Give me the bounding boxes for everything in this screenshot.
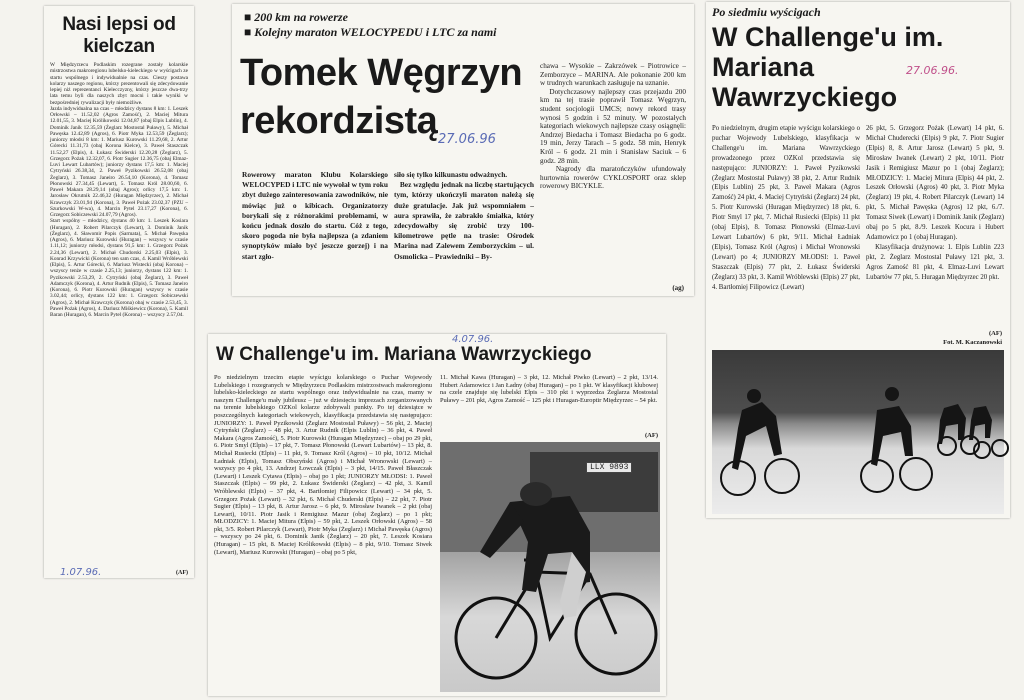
clipping-column-3: chawa – Wysokie – Zakrzówek – Piotrowice – Zemborzyce – MARINA. Ale pokonanie 200 km w trudnych warunkach zasługuje na uznanie. Dotychczasowy najlepszy czas przejazdu 200 km na tej trasie poprawił Tomasz Węgrzyn, student socjologii UMCS; nowy rekord trasy wynosi 5 godzin i 52 minuty. W pozostałych kategoriach wiekowych najlepsze czasy osiągnęli: Andrzej Biedacha i Tomasz Biedacha po 6 godz. 19 min, Jerzy Tarach – 5 godz. 58 min, Henryk Król – 6 godz. 21 min i Stanisław Saciuk – 6 godz. 28 min. Nagrody dla maratończyków ufundowały hurtownia rowerów CYKLOSPORT oraz sklep rowerowy BICYKLE. [540, 62, 687, 191]
cyclists-illustration [712, 350, 1004, 514]
bullet-icon: ■ [244, 10, 255, 24]
date-note: 27.06.96 [438, 132, 496, 147]
kicker-line-2: ■ Kolejny maraton WELOCYPEDU i LTC za nami [244, 25, 497, 39]
clipping-headline: W Challenge'u im. Mariana Wawrzyckiego [216, 344, 592, 365]
clipping-tomek-wegrzyn [232, 4, 694, 296]
clipping-headline-line-1: Tomek Węgrzyn [240, 52, 523, 94]
clipping-column-2: 26 pkt, 5. Grzegorz Pożak (Lewart) 14 pkt, 6. Michał Chuderecki (Elpis) 9 pkt, 7. Piotr Sugier (Elpis) 8, 8. Artur Jarosz (Lewart) 5 pkt, 9. Mirosław Iwanek (Lewart) 2 pkt, 10/11. Piotr Jasik i Remigiusz Mazur po 1 (obaj Żeglarz); MŁODZICY: 1. Maciej Mitura (Elpis) 44 pkt, 2. Leszek Orłowski (Agros) 40 pkt, 3. Piotr Myka (Żeglarz) 19 pkt, 4. Robert Pilarczyk (Lewart) 14 pkt, 5. Michał Pawęska (Agros) 12 pkt, 6./7. Tomasz Siwek (Lewart) i Dominik Janik (Żeglarz) obaj po 5 pkt, 8./9. Leszek Kocura i Hubert Adamowicz po 1 (obaj Huragan). Klasyfikacja drużynowa: 1. Elpis Lublin 223 pkt, 2. Żeglarz Mostostal Puławy 121 pkt, 3. Agros Zamość 81 pkt, 4. Elmaz-Luvi Lewart Lubartów 77 pkt, 5. Huragan Międzyrzec 20 pkt. [866, 125, 1004, 281]
clipping-headline-line-2: rekordzistą [240, 100, 438, 142]
cyclist-photo [440, 442, 660, 692]
clipping-credit: (AF) [176, 570, 188, 576]
clipping-challenge [208, 334, 666, 696]
cyclists-photo [712, 350, 1004, 514]
clipping-headline: Nasi lepsi od kielczan [62, 14, 176, 57]
clipping-credit: (AF) [989, 330, 1002, 337]
clipping-column-1: Po niedzielnym, drugim etapie wyścigu kolarskiego o puchar Wojewody Lubelskiego, klasyfikacja w Challenge'u im. Mariana Wawrzyckiego prowadzonego przez OZKol przedstawia się następująco: JUNIORZY: 1. Paweł Pyzikowski (Żeglarz Mostostal Puławy) 38 pkt, 2. Artur Rudnik (Elpis Lublin) 25 pkt, 3. Paweł Makara (Agros Zamość) 24 pkt, 4. Maciej Cytryński (Żeglarz) 24 pkt, 5. Piotr Kurowski (Huragan Międzyrzec) 18 pkt, 6. Piotr Smyl 17 pkt, 7. Michał Rusiecki (Elpis) 11 pkt (obaj Elpis), 8. Tomasz Płonowski (Elmaz-Luvi Lewart Lubartów) 6 pkt, 9/11. Michał Ładniak (Elpis), Tomasz Król (Agros) i Michał Wronowski (Lewart) po 4; JUNIORZY MŁODSI: 1. Paweł Staszczak (Elpis) 77 pkt, 2. Łukasz Świderski (Żeglarz) 33 pkt, 3. Kamil Wróblewski (Elpis) 27 pkt, 4. Bartłomiej Filipowicz (Lewart) [712, 125, 862, 291]
clipping-credit: (ag) [672, 284, 684, 292]
clipping-nasi-lepsi [44, 6, 194, 578]
clipping-body: W Międzyrzecu Podlaskim rozegrane zostały kolarskie mistrzostwa makroregionu lubelsko-kieleckiego w wyścigach ze startu wspólnego i indywidualnie na czas. Cieszy postawa kolarzy naszego regionu, którzy prezentowali się zdecydowanie lepiej niż reprezentanci Kielecczyzny, którzy jeszcze dwa-trzy lata temu byli dla naszych zbyt mocni i takie wyniki w bezpośredniej rywalizacji były niemożliwe. Jazda indywidualna na czas – młodzicy dystans 8 km: 1. Leszek Orłowski – 11.52,02 (Agros Zamość), 2. Maciej Mitura 12.01,55, 3. Maciej Królikowski 12.04,87 (obaj Elpis Lublin), 4. Dominik Janik 12.35,59 (Żeglarz Mostostal Puławy), 5. Michał Pawęska 12.42,89 (Agros), 6. Piotr Myka 12.53,59 (Żeglarz); juniorzy młodsi 8 km: 1. Mariusz Kurowski 11.29,68, 2. Artur Górecki 11.31,73 (obaj Korona Kielce), 3. Paweł Staszczak 11.52,27 (Elpis), 4. Łukasz Świderski 12.20,28 (Żeglarz), 5. Grzegorz Pożak 12.32,07, 6. Piotr Sugier 12.36,75 (obaj Elmaz-Luvi Lewart Lubartów); juniorzy dystans 17,5 km: 1. Maciej Cytryński 26.38,34, 2. Paweł Pyzikowski 26.52,08 (obaj Żeglarz), 3. Tomasz Janeiro 26.54,10 (Korona), 4. Tomasz Płonowski 27.34,45 (Lewart), 5. Tomasz Król 28.00,60, 6. Paweł Makara 28.29,14 (obaj Agros); orlicy 17,5 km: 1. Jarosław Okrutnik 22.46,32 (Huragan Międzyrzec), 2. Michał Krawczyk 23.01,94 (Korona), 3. Paweł Pożak 23.02,37 (PZU – Szurkowski W-wa), 4. Marcin Pytel 23.17,27 (Korona), 6. Grzegorz Sobiczewski 24.07,79 (Agros). Start wspólny – młodzicy, dystans 40 km: 1. Leszek Kosiara (Huragan), 2. Robert Pilarczyk (Lewart), 3. Dominik Janik (Żeglarz), 4. Sławomir Popis (Sarmata), 5. Michał Pawęska (Agros), 6. Mariusz Kurowski (Huragan) – wszyscy w czasie 1.11,12; juniorzy młodsi, dystans 91,5 km: 1. Grzegorz Pożak 2.24,36 (Lewart), 2. Michał Chudorski 2.25,03 (Elpis), 3. Konrad Krzywicki (Korona) ten sam czas, 4. Kamil Wróblewski (Elpis), 5. Artur Górecki, 6. Mariusz Wistecki (obaj Korona) – wszyscy tenże w czasie 2.25,13; juniorzy, dystans 122 km: 1. Pyzikowski 2.53,29, 2. Cytryński (obaj Żeglarz), 3. Paweł Adamczyk (Korona), 4. Artur Rudnik (Elpis), 5. Tomasz Janeiro (Korona), 6. Piotr Kurowski (Huragan) wszyscy w czasie 3.02,44; orlicy, dystans 122 km: 1. Grzegorz Sobiczewski (Agros), 2. Michał Krawczyk (Korona) obaj w czasie 2.53,45, 3. Paweł Pożak (Agros), 4. Dariusz Miśkiewicz (Korona), 5. Kamil Baran (Huragan), 6. Marcin Pytel (Korona) – wszyscy 2.57,04. [50, 62, 188, 318]
photo-credit: Fot. M. Kaczanowski [943, 339, 1002, 346]
clipping-column-1: Rowerowy maraton Klubu Kolarskiego WELOCYPED i LTC nie wywołał w tym roku zbyt dużego zainteresowania zawodników, nie mówiąc już o kibicach. Organizatorzy borykali się z różnorakimi problemami, w końcu jednak doszło do startu. Cóż z tego, skoro pogoda nie była najlepsza (a zdaniem synoptyków miało być jeszcze gorzej) i na start zgło- [242, 170, 390, 261]
clipping-column-1: Po niedzielnym trzecim etapie wyścigu kolarskiego o Puchar Wojewody Lubelskiego i rozegranych w Międzyrzecu Podlaskim mistrzostwach makroregionu lubelsko-kieleckiego ze startu wspólnego oraz indywidualnie na czas, mamy w naszym Challenge'u mały jubileusz – już w dziesięciu imprezach zorganizowanych na terenie lubelskiego OZKol kolarze zdobywali punkty. Po tej dziesiątce w poszczególnych kategoriach wiekowych, klasyfikacja przedstawia się następująco: JUNIORZY: 1. Paweł Pyzikowski (Żeglarz Mostostal Puławy) – 56 pkt, 2. Maciej Cytryński (Żeglarz) – 48 pkt, 3. Artur Rudnik (Elpis Lublin) – 36 pkt, 4. Paweł Makara (Agros Zamość), 5. Piotr Kurowski (Huragan Międzyrzec) – obaj po 29 pkt, 6. Piotr Smyl (Elpis) – 17 pkt, 7. Tomasz Płonowski (Lewart Lubartów) – 13 pkt, 8. Michał Rusiecki (Elpis) – 11 pkt, 9. Tomasz Król (Agros) – 10 pkt, 10/12. Michał Ładniak (Elpis), Tomasz Obszyński (Agros) i Michał Wronowski (Lewart) – wszyscy po 4 pkt, 13. Andrzej Łowczak (Elpis) – 3 pkt, 14/15. Paweł Błaszczak (Lewart) i Leszek Cytawa (Elpis) – obaj po 1 pkt; JUNIORZY MŁODSI: 1. Paweł Staszczak (Elpis) – 99 pkt, 2. Łukasz Świderski (Żeglarz) – 42 pkt, 3. Kamil Wróblewski (Elpis) – 37 pkt, 4. Bartłomiej Filipowicz (Lewart) – 34 pkt, 5. Grzegorz Pożak (Lewart) – 32 pkt, 6. Michał Chuderski (Elpis) – 22 pkt, 7. Piotr Sugier (Elpis) – 13 pkt, 8. Artur Jarosz – 6 pkt, 9. Mirosław Iwanek – 2 pkt (obaj Lewart), 10/11. Piotr Jasik i Remigiusz Mazur (obaj Żeglarz) – po 1 pkt; MŁODZICY: 1. Maciej Mitura (Elpis) – 59 pkt, 2. Leszek Orłowski (Agros) – 58 pkt, 3/5. Robert Pilarczyk (Lewart), Piotr Myka (Żeglarz) i Michał Pawęska (Agros) – wszyscy po 24 pkt, 6. Dominik Janik (Żeglarz) – 20 pkt, 7. Leszek Kosiara (Huragan) – 15 pkt, 8. Maciej Królikowski (Elpis) – 8 pkt, 9/10. Tomasz Siwek (Lewart), Mariusz Kurowski (Huragan) – obaj po 5 pkt, [214, 374, 434, 556]
date-note: 4.07.96. [452, 334, 494, 345]
clipping-column-2: 11. Michał Kawa (Huragan) – 3 pkt, 12. Michał Piwko (Lewart) – 2 pkt, 13/14. Hubert Adamowicz i Jan Ładny (obaj Huragan) – po 1 pkt. W klasyfikacji klubowej na czele znajduje się lubelski Elpis – 310 pkt i wyprzedza Żeglarza Mostostal Puławy – 201 pkt, Agros Zamość – 125 pkt i Huragan-Europtir Międzyrzec – 54 pkt. [440, 374, 660, 404]
bullet-icon: ■ [244, 25, 255, 39]
clipping-column-2: siło się tylko kilkunastu odważnych. Bez względu jednak na liczbę startujących tym, którzy ukończyli maraton należą się duże gratulacje. Jak już wspomniałem – aura sprawiła, że zabrakło śmiałka, który zdecydowałby się zrobić trzy 100-kilometrowe pętle na trasie: Ośrodek Marina nad Zalewem Zemborzyckim – ul. Osmolicka – Prawiedniki – By- [394, 170, 535, 261]
date-note: 27.06.96. [906, 64, 959, 77]
car-plate: LLX 9893 [586, 462, 632, 473]
clipping-po-siedmiu-wyscigach [706, 2, 1010, 518]
date-note: 1.07.96. [60, 567, 102, 578]
kicker-line-1: ■ 200 km na rowerze [244, 10, 348, 24]
clipping-kicker: Po siedmiu wyścigach [712, 5, 821, 19]
clipping-headline: W Challenge'u im. Mariana Wawrzyckiego [712, 22, 944, 112]
cyclist-illustration [440, 442, 660, 692]
clipping-credit: (AF) [645, 432, 658, 439]
